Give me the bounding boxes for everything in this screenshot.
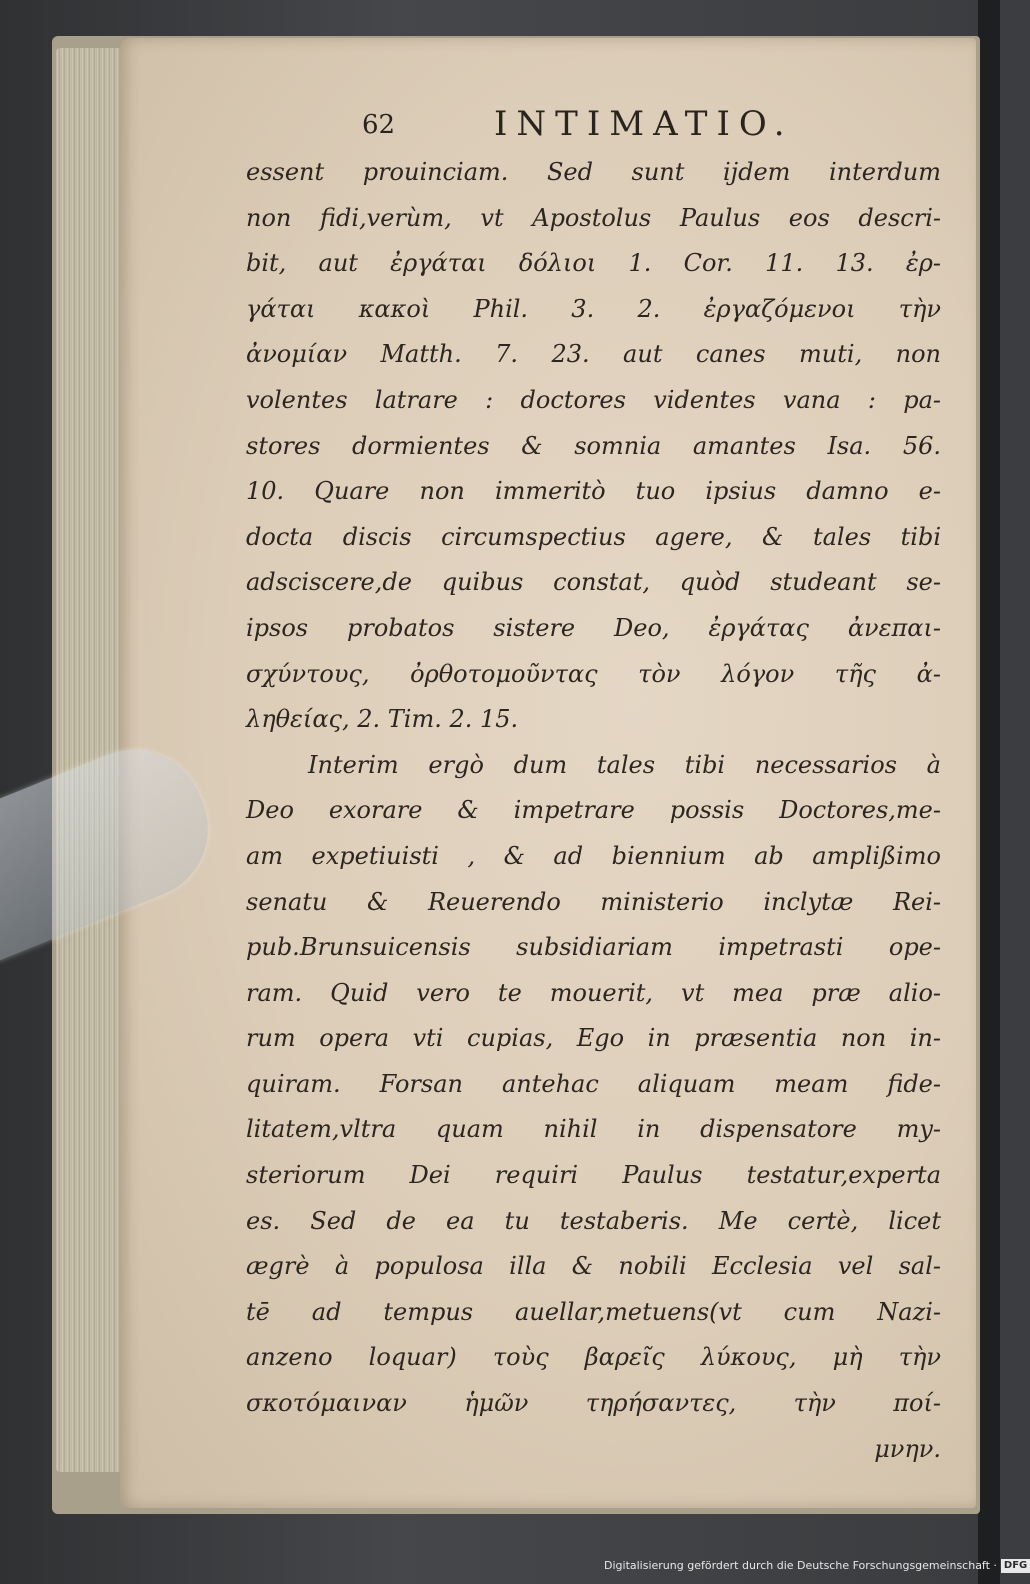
text-line: ægrè à populosa illa & nobili Ecclesia vel sal- xyxy=(246,1252,941,1281)
text-line: tē ad tempus auellar,metuens(vt cum Nazi- xyxy=(246,1297,941,1326)
text-line: Deo exorare & impetrare possis Doctores,me- xyxy=(246,796,941,825)
text-line: γάται κακοὶ Phil. 3. 2. ἐργαζόμενοι τὴν xyxy=(246,294,941,323)
text-line: σχύντους, ὀρθοτομοῦντας τὸν λόγον τῆς ἀ- xyxy=(246,659,941,688)
text-line: volentes latrare : doctores videntes vana : pa- xyxy=(246,385,941,414)
text-line: bit, aut ἐργάται δόλιοι 1. Cor. 11. 13. ἐρ- xyxy=(246,249,941,278)
text-line: adsciscere,de quibus constat, quòd studeant se- xyxy=(246,568,941,597)
text-line: pub.Brunsuicensis subsidiariam impetrasti ope- xyxy=(246,933,941,962)
dfg-logo: DFG xyxy=(1001,1559,1030,1573)
text-line: ipsos probatos sistere Deo, ἐργάτας ἀνεπαι- xyxy=(246,613,941,642)
text-line: ram. Quid vero te mouerit, vt mea præ alio- xyxy=(246,978,941,1007)
text-line: σκοτόμαιναν ἡμῶν τηρήσαντες, τὴν ποί- xyxy=(246,1389,941,1418)
text-line: non fidi,verùm, vt Apostolus Paulus eos descri- xyxy=(246,203,941,232)
text-line: quiram. Forsan antehac aliquam meam fide- xyxy=(246,1069,941,1098)
text-line: litatem,vltra quam nihil in dispensatore my- xyxy=(246,1115,941,1144)
credit-text: Digitalisierung gefördert durch die Deutsche Forschungsgemeinschaft · xyxy=(604,1559,997,1572)
text-line: Interim ergò dum tales tibi necessarios à xyxy=(308,750,941,779)
page-header xyxy=(362,104,942,154)
text-line: es. Sed de ea tu testaberis. Me certè, licet xyxy=(246,1206,941,1235)
text-line: μνην. xyxy=(874,1434,941,1463)
text-line: stores dormientes & somnia amantes Isa. 56. xyxy=(246,431,941,460)
page-number: 62 xyxy=(362,110,396,140)
page-text xyxy=(246,150,941,1472)
digitization-credit xyxy=(604,1552,1030,1580)
text-line: ἀνομίαν Matth. 7. 23. aut canes muti, non xyxy=(246,340,941,369)
text-line: essent prouinciam. Sed sunt ijdem interdum xyxy=(246,158,941,186)
text-line: 10. Quare non immeritò tuo ipsius damno e- xyxy=(246,477,941,506)
text-line: anzeno loquar) τοὺς βαρεῖς λύκους, μὴ τὴν xyxy=(246,1343,941,1372)
text-line: am expetiuisti , & ad biennium ab amplißimo xyxy=(246,841,941,870)
text-line: rum opera vti cupias, Ego in præsentia non in- xyxy=(246,1024,941,1053)
text-line: docta discis circumspectius agere, & tales tibi xyxy=(246,522,941,551)
text-line: steriorum Dei requiri Paulus testatur,experta xyxy=(246,1161,941,1190)
text-line: senatu & Reuerendo ministerio inclytæ Rei- xyxy=(246,887,941,916)
running-title: INTIMATIO. xyxy=(494,104,794,144)
text-line: ληθείας, 2. Tim. 2. 15. xyxy=(246,705,519,734)
scanner-edge xyxy=(978,0,1000,1584)
